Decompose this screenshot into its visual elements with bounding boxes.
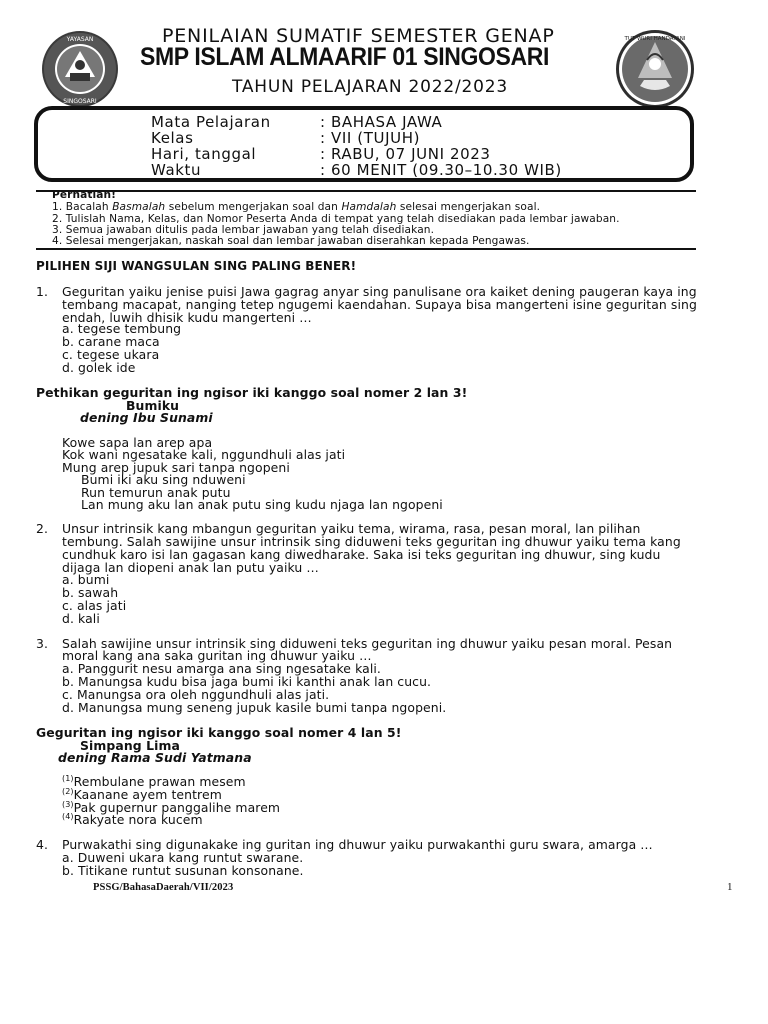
poem-line: Bumi iki aku sing nduweni (81, 472, 246, 487)
option: a. Duweni ukara kang runtut swarane. (62, 850, 304, 865)
info-value: : VII (TUJUH) (320, 129, 421, 147)
poem-author: dening Rama Sudi Yatmana (58, 750, 252, 765)
option: c. Manungsa ora oleh nggundhuli alas jati. (62, 687, 330, 702)
option: b. Titikane runtut susunan konsonane. (62, 863, 304, 878)
question-number: 1. (36, 284, 49, 299)
svg-text:SINGOSARI: SINGOSARI (63, 98, 97, 105)
school-logo (40, 29, 120, 109)
poem-line: $^{(2)}$Kaanane ayem tentrem (62, 786, 222, 802)
question-text: tembung. Salah sawijine unsur intrinsik sing diduweni teks geguritan ing dhuwur yaiku tema kang (62, 534, 681, 549)
option: b. Manungsa kudu bisa jaga bumi iki kanthi anak lan cucu. (62, 674, 432, 689)
info-label: Kelas (151, 129, 194, 147)
info-value: : RABU, 07 JUNI 2023 (320, 145, 491, 163)
info-label: Waktu (151, 161, 202, 179)
poem-line: Kowe sapa lan arep apa (62, 435, 213, 450)
option: d. golek ide (62, 360, 136, 375)
poem-title: Bumiku (126, 398, 180, 413)
poem-line: $^{(3)}$Pak gupernur panggalihe marem (62, 799, 281, 815)
question-text: tembang macapat, nanging tetep ngugemi kaendahan. Supaya bisa mangerteni isine geguritan sing (62, 297, 697, 312)
question-text: Salah sawijine unsur intrinsik sing diduweni teks geguritan ing dhuwur yaiku pesan moral. Pesan (62, 636, 673, 651)
divider-bottom (36, 248, 696, 250)
poem-intro: Geguritan ing ngisor iki kanggo soal nomer 4 lan 5! (36, 725, 402, 740)
question-number: 2. (36, 521, 49, 536)
option: d. kali (62, 611, 100, 626)
question-number: 3. (36, 636, 49, 651)
poem-title: Simpang Lima (80, 738, 180, 753)
poem-line: Mung arep jupuk sari tanpa ngopeni (62, 460, 290, 475)
poem-author: dening Ibu Sunami (80, 410, 213, 425)
notice-item: 4. Selesai mengerjakan, naskah soal dan lembar jawaban diserahkan kepada Pengawas. (52, 235, 530, 247)
option: c. alas jati (62, 598, 127, 613)
info-label: Mata Pelajaran (151, 113, 271, 131)
question-text: dijaga lan diopeni anak lan putu yaiku … (62, 560, 319, 575)
option: b. sawah (62, 585, 119, 600)
question-text: cundhuk karo isi lan gagasan kang diwedharake. Saka isi teks geguritan ing dhuwur, sing kudu (62, 547, 661, 562)
question-text: Unsur intrinsik kang mbangun geguritan yaiku tema, wirama, rasa, pesan moral, lan pilihan (62, 521, 641, 536)
info-value: : 60 MENIT (09.30–10.30 WIB) (320, 161, 562, 179)
poem-line: Lan mung aku lan anak putu sing kudu njaga lan ngopeni (81, 497, 443, 512)
option: d. Manungsa mung seneng jupuk kasile bumi tanpa ngopeni. (62, 700, 447, 715)
assessment-title: PENILAIAN SUMATIF SEMESTER GENAP (162, 25, 555, 47)
school-name: SMP ISLAM ALMAARIF 01 SINGOSARI (140, 43, 550, 71)
academic-year: TAHUN PELAJARAN 2022/2023 (232, 77, 508, 97)
notice-title: Perhatian! (52, 189, 117, 201)
option: a. Panggurit nesu amarga ana sing ngesatake kali. (62, 661, 381, 676)
poem-line: Run temurun anak putu (81, 485, 231, 500)
poem-line: Kok wani ngesatake kali, nggundhuli alas jati (62, 447, 346, 462)
option: c. tegese ukara (62, 347, 160, 362)
svg-text:YAYASAN: YAYASAN (66, 36, 94, 43)
footer-code: PSSG/BahasaDaerah/VII/2023 (93, 882, 234, 893)
svg-text:TUT WURI HANDAYANI: TUT WURI HANDAYANI (624, 36, 686, 42)
question-text: endah, luwih dhisik kudu mangerteni … (62, 310, 312, 325)
poem-line: $^{(4)}$Rakyate nora kucem (62, 811, 203, 827)
question-text: Geguritan yaiku jenise puisi Jawa gagrag anyar sing panulisane ora kaiket dening paugeran kaya ing (62, 284, 697, 299)
tut-wuri-logo (614, 28, 696, 110)
notice-item: 3. Semua jawaban ditulis pada lembar jawaban yang telah disediakan. (52, 224, 435, 236)
poem-intro: Pethikan geguritan ing ngisor iki kanggo soal nomer 2 lan 3! (36, 385, 468, 400)
notice-item: 1. Bacalah Basmalah sebelum mengerjakan soal dan Hamdalah selesai mengerjakan soal. (52, 201, 541, 213)
page-number: 1 (727, 881, 733, 893)
option: b. carane maca (62, 334, 160, 349)
poem-line: $^{(1)}$Rembulane prawan mesem (62, 773, 246, 789)
divider-top (36, 190, 696, 192)
notice-item: 2. Tulislah Nama, Kelas, dan Nomor Peserta Anda di tempat yang telah disediakan pada lembar jawaban. (52, 213, 620, 225)
option: a. tegese tembung (62, 321, 182, 336)
info-label: Hari, tanggal (151, 145, 257, 163)
question-number: 4. (36, 837, 49, 852)
info-value: : BAHASA JAWA (320, 113, 443, 131)
instruction: PILIHEN SIJI WANGSULAN SING PALING BENER! (36, 259, 357, 273)
option: a. bumi (62, 572, 110, 587)
question-text: Purwakathi sing digunakake ing guritan ing dhuwur yaiku purwakanthi guru swara, amarga … (62, 837, 653, 852)
question-text: moral kang ana saka guritan ing dhuwur yaiku … (62, 648, 372, 663)
